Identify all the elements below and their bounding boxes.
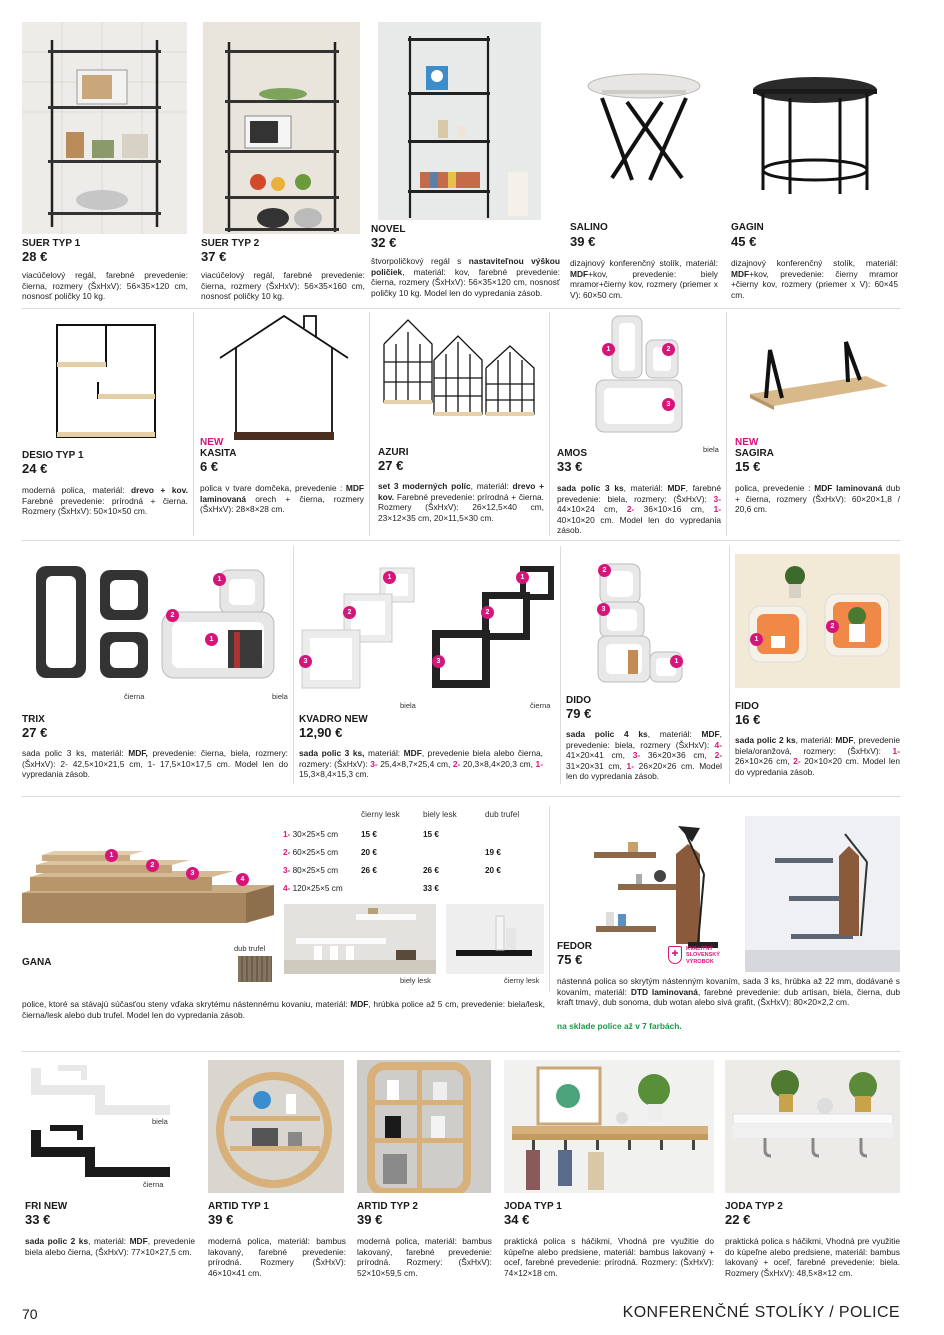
product-price: 39 €: [357, 1212, 383, 1227]
azuri-image: [382, 318, 540, 418]
joda-typ-2-image: [725, 1060, 900, 1193]
product-description: police, ktoré sa stávajú súčasťou steny vďaka skrytému nástennému kovaniu, materiál: MDF, hrúbka police až 5 cm, prevedenie: biela/lesk, čierna/lesk alebo dub trufel. Model len do vypredania zásob.: [22, 999, 545, 1020]
table-cell: 15 €: [361, 830, 377, 839]
stacked-shelves-illustration: [22, 845, 274, 925]
product-price: 34 €: [504, 1212, 530, 1227]
product-description: sada polic 4 ks, materiál: MDF, prevedenie: biela, rozmery (ŠxHxV): 4- 41×20×41 cm, 3- 36×20×36 cm, 2- 31×20×31 cm, 1- 26×20×26 cm. Model len do vypredania zásob.: [566, 729, 723, 782]
product-name: DIDO: [566, 695, 591, 706]
divider: [549, 806, 550, 992]
fri-image: [30, 1064, 170, 1184]
bamboo-shelf-photo: [357, 1060, 491, 1193]
product-description: polica v tvare domčeka, prevedenie : MDF laminovaná orech + čierna, rozmery (ŠxHxV): 28×8×28 cm.: [200, 483, 364, 515]
number-badge: 3: [597, 603, 610, 616]
product-name: JODA TYP 2: [725, 1201, 783, 1212]
number-badge: 1: [213, 573, 226, 586]
product-description: set 3 moderných políc, materiál: drevo + kov. Farebné prevedenie: prírodná + čierna. Rozmery (ŠxHxV): 26×12,5×40 cm, 23×12×35 cm, 20×11,5×30 cm.: [378, 481, 544, 523]
product-name: GANA: [22, 957, 52, 968]
table-cell: 20 €: [485, 866, 501, 875]
product-name: AMOS: [557, 448, 587, 459]
fedor-image: [588, 814, 736, 954]
product-name: AZURI: [378, 447, 409, 458]
stock-note: na sklade police až v 7 farbách.: [557, 1021, 682, 1031]
product-description: praktická polica s háčikmi, Vhodná pre využitie do kúpeľne alebo predsiene, materiál: bambus lakovaný + oceľ, farebné prevedenie: prírodná. Rozmery: (ŠxHxV): 74×12×18 cm.: [504, 1236, 714, 1278]
divider: [22, 540, 900, 541]
product-description: polica, prevedenie : MDF laminovaná dub + čierna, rozmery (ŠxHxV): 60×20×1,8 / 20,6 cm.: [735, 483, 900, 515]
product-price: 37 €: [201, 249, 227, 264]
product-name: ARTID TYP 2: [357, 1201, 418, 1212]
number-badge: 1: [105, 849, 118, 862]
product-name: NOVEL: [371, 224, 406, 235]
product-name: KVADRO NEW: [299, 714, 368, 725]
product-name: SALINO: [570, 222, 608, 233]
product-name: KASITA: [200, 448, 237, 459]
number-badge: 3: [299, 655, 312, 668]
wall-shelves-with-lamp-illustration: [588, 814, 736, 954]
new-label: NEW: [735, 437, 759, 448]
number-badge: 2: [826, 620, 839, 633]
number-badge: 1: [383, 571, 396, 584]
product-price: 45 €: [731, 234, 757, 249]
kasita-image: [218, 314, 350, 440]
sagira-image: [748, 340, 890, 410]
fedor-photo: [745, 816, 900, 972]
product-description: praktická polica s háčikmi, Vhodná pre využitie do kúpeľne alebo predsiene, materiál: bambus lakovaný + oceľ, farebné prevedenie: biela. Rozmery (ŠxHxV): 48,5×8×12 cm.: [725, 1236, 900, 1278]
quality-badge-text: KVALITNÝ SLOVENSKÝ VÝROBOK: [686, 946, 720, 965]
desio-image: [54, 322, 158, 440]
coffee-table-illustration: [572, 50, 717, 215]
wall-shelf-illustration: [54, 322, 158, 440]
table-cell: 15 €: [423, 830, 439, 839]
gana-black-photo: [446, 904, 544, 974]
fedor-room-photo: [745, 816, 900, 972]
number-badge: 2: [598, 564, 611, 577]
artid-typ-2-image: [357, 1060, 491, 1193]
product-name: ARTID TYP 1: [208, 1201, 269, 1212]
product-description: dizajnový konferenčný stolík, materiál: MDF+kov, prevedenie: biely mramor+čierny kov, rozmery (priemer x V): 60×50 cm.: [570, 258, 718, 300]
product-price: 33 €: [25, 1212, 51, 1227]
new-label: NEW: [200, 437, 224, 448]
joda-typ-1-image: [504, 1060, 714, 1193]
table-row: 4- 120×25×5 cm: [283, 884, 343, 893]
color-label: biela: [152, 1117, 168, 1126]
color-label: čierna: [124, 692, 145, 701]
color-label: čierna: [530, 701, 551, 710]
table-cell: 20 €: [361, 848, 377, 857]
color-label: čierna: [143, 1180, 164, 1189]
color-label: čierny lesk: [504, 976, 540, 985]
number-badge: 4: [236, 873, 249, 886]
salino-image: [572, 50, 717, 215]
number-badge: 1: [670, 655, 683, 668]
gana-image: [22, 845, 274, 925]
number-badge: 1: [602, 343, 615, 356]
product-price: 27 €: [378, 458, 404, 473]
table-row: 2- 60×25×5 cm: [283, 848, 339, 857]
divider: [729, 546, 730, 784]
shelf-with-hooks-photo: [504, 1060, 714, 1193]
product-name: FRI NEW: [25, 1201, 68, 1212]
color-label: biela: [272, 692, 288, 701]
table-cell: 26 €: [423, 866, 439, 875]
coffee-table-illustration: [745, 62, 885, 202]
artid-typ-1-image: [208, 1060, 344, 1193]
product-description: sada polic 2 ks, materiál: MDF, prevedenie biela/oranžová, rozmery: (ŠxHxV): 1- 26×10×26 cm, 2- 20×10×20 cm. Model len do vypredania zásob.: [735, 735, 901, 777]
product-name: JODA TYP 1: [504, 1201, 562, 1212]
number-badge: 1: [750, 633, 763, 646]
shield-icon: ✚: [668, 946, 682, 964]
table-header: čierny lesk: [361, 810, 400, 819]
section-title: KONFERENČNÉ STOLÍKY / POLICE: [622, 1304, 900, 1321]
number-badge: 2: [481, 606, 494, 619]
color-label: biely lesk: [400, 976, 431, 985]
product-name: FIDO: [735, 701, 759, 712]
gana-white-photo: [284, 904, 436, 974]
dub-trufel-swatch: [238, 956, 272, 982]
product-price: 39 €: [208, 1212, 234, 1227]
product-name: SUER TYP 1: [22, 238, 81, 249]
color-label: biela: [400, 701, 416, 710]
product-description: moderná polica, materiál: bambus lakovaný, farebné prevedenie: prírodná. Rozmery: (ŠxHxV): 52×10×59,5 cm.: [357, 1236, 492, 1278]
table-row: 1- 30×25×5 cm: [283, 830, 339, 839]
number-badge: 1: [516, 571, 529, 584]
product-name: FEDOR: [557, 941, 592, 952]
zigzag-shelves-illustration: [30, 1064, 170, 1184]
white-shelf-with-hooks-photo: [725, 1060, 900, 1193]
number-badge: 3: [186, 867, 199, 880]
number-badge: 2: [343, 606, 356, 619]
divider: [293, 546, 294, 784]
product-description: štvorpoličkový regál s nastaviteľnou výškou poličiek, materiál: kov, farebné prevedenie: čierna, rozmery (ŠxHxV): 56×35×120 cm, nosnosť poličky 10 kg. Model len do vypredania zásob.: [371, 256, 561, 298]
product-description: dizajnový konferenčný stolík, materiál: MDF+kov, prevedenie: čierny mramor +čierny kov, rozmery (priemer x V): 60×45 cm.: [731, 258, 898, 300]
quality-badge: [668, 946, 730, 970]
number-badge: 2: [662, 343, 675, 356]
color-label: dub trufel: [234, 944, 266, 953]
gagin-image: [745, 62, 885, 202]
cube-shelves-illustration: [592, 312, 692, 438]
product-description: moderná polica, materiál: bambus lakovaný, farebné prevedenie: prírodná. Rozmery (ŠxHxV): 46×10×41 cm.: [208, 1236, 346, 1278]
number-badge: 2: [146, 859, 159, 872]
number-badge: 2: [166, 609, 179, 622]
suer-typ-1-image: [22, 22, 187, 234]
product-price: 75 €: [557, 952, 583, 967]
table-cell: 26 €: [361, 866, 377, 875]
product-name: SAGIRA: [735, 448, 774, 459]
table-header: dub trufel: [485, 810, 520, 819]
color-label: biela: [703, 445, 719, 454]
metal-rack-illustration: [22, 22, 187, 234]
table-header: biely lesk: [423, 810, 457, 819]
divider: [726, 312, 727, 536]
amos-image: [592, 312, 692, 438]
product-price: 22 €: [725, 1212, 751, 1227]
divider: [369, 312, 370, 536]
cube-shelves-illustration: [30, 560, 290, 688]
wall-shelves-photo: [735, 554, 900, 688]
product-price: 27 €: [22, 725, 48, 740]
product-description: sada polic 2 ks, materiál: MDF, prevedenie biela alebo čierna, (ŠxHxV): 77×10×27,5 cm.: [25, 1236, 195, 1257]
product-price: 32 €: [371, 235, 397, 250]
product-name: SUER TYP 2: [201, 238, 260, 249]
table-row: 3- 80×25×5 cm: [283, 866, 339, 875]
product-price: 33 €: [557, 459, 583, 474]
product-price: 12,90 €: [299, 725, 343, 740]
product-price: 16 €: [735, 712, 761, 727]
suer-typ-2-image: [203, 22, 360, 234]
number-badge: 3: [432, 655, 445, 668]
product-description: nástenná polica so skrytým nástenným kovaním, sada 3 ks, hrúbka až 22 mm, dodávané s kovaním, materiál: DTD laminovaná, farebné prevedenie: dub artisan, biela, čierna, dub kraft tmavý, dub sonoma, dub wotan alebo sivá grafit, (ŠxHxV): 80×20×2,2 cm.: [557, 976, 901, 1008]
table-cell: 33 €: [423, 884, 439, 893]
shelf-rack-illustration: [378, 22, 541, 220]
divider: [22, 308, 900, 309]
product-price: 6 €: [200, 459, 219, 474]
number-badge: 3: [662, 398, 675, 411]
trix-image: [30, 560, 290, 688]
number-badge: 1: [205, 633, 218, 646]
divider: [549, 312, 550, 536]
divider: [22, 1051, 900, 1052]
house-shelf-illustration: [218, 314, 350, 440]
divider: [193, 312, 194, 536]
product-name: GAGIN: [731, 222, 764, 233]
product-description: viacúčelový regál, farebné prevedenie: čierna, rozmery (ŠxHxV): 56×35×160 cm, nosnosť poličky 10 kg.: [201, 270, 365, 302]
wire-house-shelves-illustration: [382, 318, 540, 418]
product-price: 24 €: [22, 461, 48, 476]
table-cell: 19 €: [485, 848, 501, 857]
novel-image: [378, 22, 541, 220]
product-description: viacúčelový regál, farebné prevedenie: čierna, rozmery (ŠxHxV): 56×35×120 cm, nosnosť poličky 10 kg.: [22, 270, 188, 302]
gana-price-table: [283, 810, 545, 900]
divider: [560, 546, 561, 784]
product-description: sada políc 3 ks, materiál: MDF, farebné prevedenie: biela, rozmery: (ŠxHxV): 3- 44×10×24 cm, 2- 36×10×16 cm, 1- 40×10×20 cm. Model len do vypredania zásob.: [557, 483, 722, 536]
fido-image: [735, 554, 900, 688]
product-price: 15 €: [735, 459, 761, 474]
strap-shelf-illustration: [748, 340, 890, 410]
product-name: TRIX: [22, 714, 45, 725]
product-name: DESIO TYP 1: [22, 450, 84, 461]
product-description: moderná polica, materiál: drevo + kov. Farebné prevedenie: prírodná + čierna. Rozmery (ŠxHxV): 50×10×50 cm.: [22, 485, 188, 517]
product-price: 39 €: [570, 234, 596, 249]
product-price: 28 €: [22, 249, 48, 264]
white-shelves-photo: [284, 904, 436, 974]
black-shelves-photo: [446, 904, 544, 974]
page-number: 70: [22, 1306, 38, 1322]
product-description: sada polic 3 ks, materiál: MDF, prevedenie: čierna, biela, rozmery: (ŠxHxV): 2- 42,5×10×21,5 cm, 1- 17,5×10×17,5 cm. Model len do vypredania zásob.: [22, 748, 288, 780]
product-price: 79 €: [566, 706, 592, 721]
metal-rack-illustration: [203, 22, 360, 234]
divider: [22, 796, 900, 797]
round-bamboo-shelf-photo: [208, 1060, 344, 1193]
product-description: sada polic 3 ks, materiál: MDF, prevedenie biela alebo čierna, rozmery: (ŠxHxV): 3- 25,4×8,7×25,4 cm, 2- 20,3×8,4×20,3 cm, 1- 15,3×8,4×15,3 cm.: [299, 748, 543, 780]
